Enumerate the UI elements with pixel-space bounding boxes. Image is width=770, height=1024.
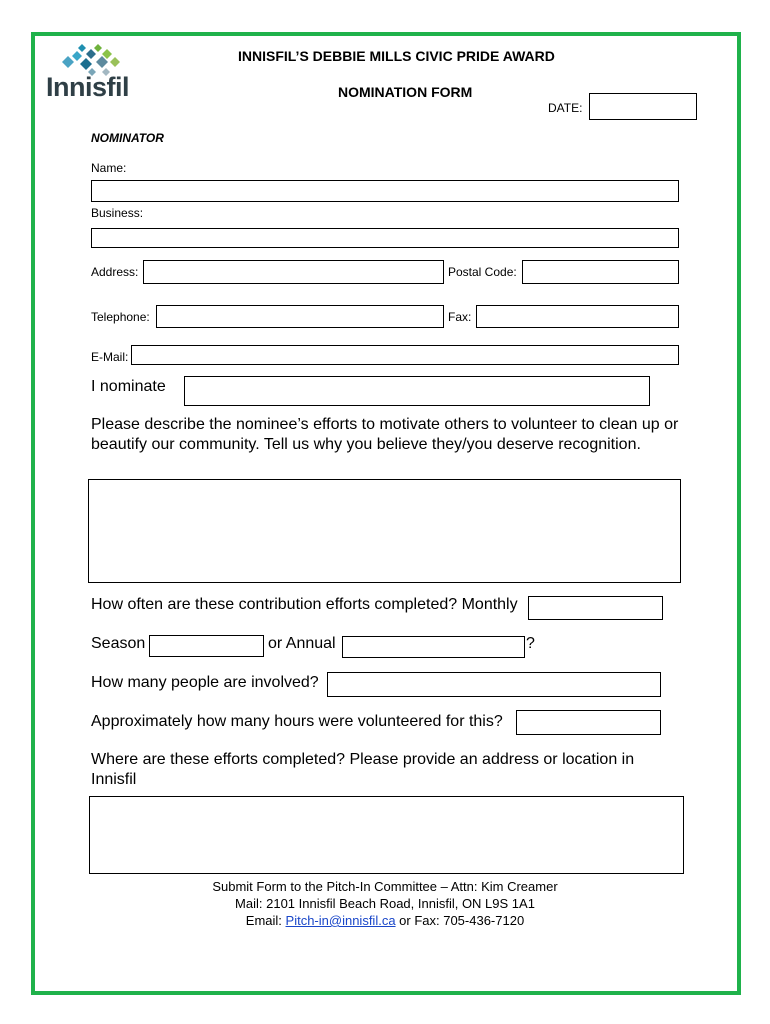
date-field[interactable] [589,93,697,120]
email-label: E-Mail: [91,350,129,364]
question-mark: ? [526,635,535,652]
monthly-field[interactable] [528,596,663,620]
footer-submit-line: Submit Form to the Pitch-In Committee – Attn: Kim Creamer [212,879,558,894]
describe-prompt: Please describe the nominee’s efforts to motivate others to volunteer to clean up or beautify our community. Tell us why you believe they/you deserve recognition. [91,416,679,453]
footer [185,878,585,929]
nominee-field[interactable] [184,376,650,406]
people-field[interactable] [327,672,661,697]
business-field[interactable] [91,228,679,248]
location-textarea[interactable] [89,796,684,874]
where-prompt: Where are these efforts completed? Please provide an address or location in Innisfil [91,751,635,788]
business-label: Business: [91,206,144,220]
how-often-label: How often are these contribution efforts completed? Monthly [91,596,518,613]
footer-mail-line: Mail: 2101 Innisfil Beach Road, Innisfil, ON L9S 1A1 [235,896,535,911]
season-field[interactable] [149,635,264,657]
footer-email-prefix: Email: [245,913,286,928]
hours-label: Approximately how many hours were volunteered for this? [91,713,503,730]
annual-field[interactable] [342,636,525,658]
name-field[interactable] [91,180,679,202]
name-label: Name: [91,161,127,175]
telephone-field[interactable] [156,305,444,328]
nominator-section-label: NOMINATOR [91,131,164,145]
postal-code-label: Postal Code: [448,265,517,279]
fax-label: Fax: [448,310,472,324]
telephone-label: Telephone: [91,310,150,324]
footer-fax: or Fax: 705-436-7120 [395,913,525,928]
hours-field[interactable] [516,710,661,735]
annual-label: or Annual [268,635,336,652]
postal-code-field[interactable] [522,260,679,284]
address-label: Address: [91,265,139,279]
fax-field[interactable] [476,305,679,328]
innisfil-logo [46,44,136,104]
season-label: Season [91,635,146,652]
email-link[interactable]: Pitch-in@innisfil.ca [285,913,396,928]
footer-contact-line [185,912,585,929]
logo-text: Innisfil [46,72,129,102]
describe-textarea[interactable] [88,479,681,583]
address-field[interactable] [143,260,444,284]
form-subtitle: NOMINATION FORM [338,84,473,100]
date-label: DATE: [548,101,583,115]
email-field[interactable] [131,345,679,365]
people-label: How many people are involved? [91,674,319,691]
page-title: INNISFIL’S DEBBIE MILLS CIVIC PRIDE AWARD [238,48,555,64]
nominate-label: I nominate [91,378,166,395]
